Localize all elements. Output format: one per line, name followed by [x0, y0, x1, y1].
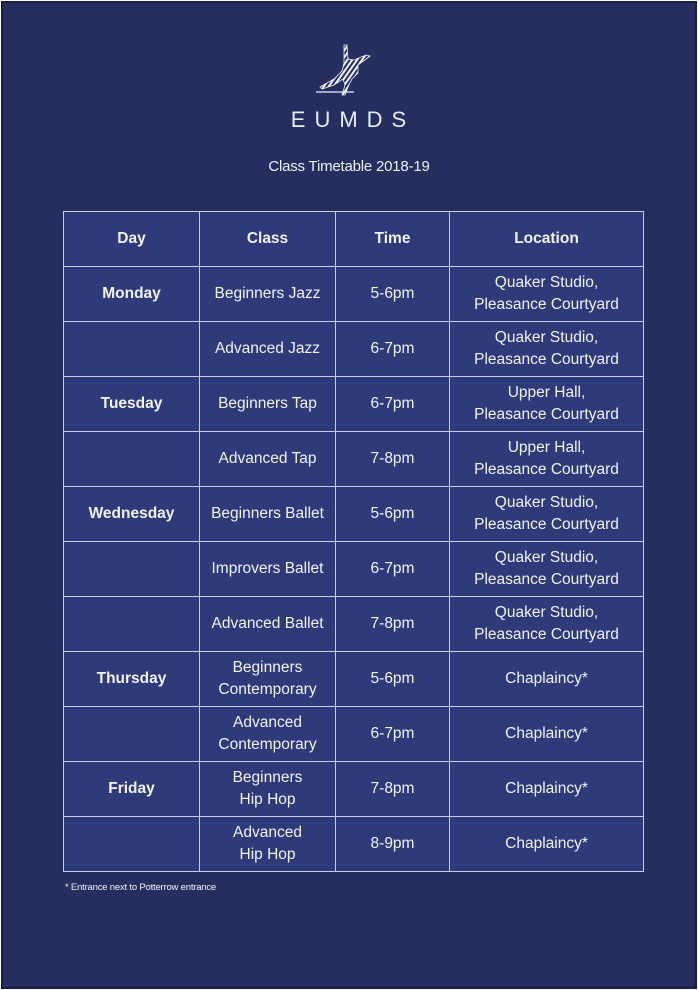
page-subtitle: Class Timetable 2018-19: [268, 158, 430, 175]
table-row: [64, 597, 644, 652]
table-row: [64, 707, 644, 762]
location-cell: [450, 817, 644, 872]
day-cell: Tuesday: [64, 377, 200, 432]
location-cell: [450, 377, 644, 432]
day-cell: Monday: [64, 267, 200, 322]
location-line: Quaker Studio,: [494, 329, 599, 346]
footnote: * Entrance next to Potterrow entrance: [65, 882, 217, 893]
class-name-line: Beginners: [232, 659, 303, 676]
class-name-line: Improvers Ballet: [211, 560, 324, 577]
class-name-line: Beginners Jazz: [214, 285, 321, 302]
column-header-time: Time: [336, 212, 450, 267]
class-cell: [200, 432, 336, 487]
class-cell: [200, 322, 336, 377]
class-name-line: Advanced: [233, 714, 302, 731]
table-header-row: [64, 212, 644, 267]
class-name-line: Advanced Ballet: [211, 615, 324, 632]
location-line: Pleasance Courtyard: [474, 296, 619, 313]
dancer-logo-icon: [314, 43, 384, 99]
class-name-line: Beginners: [232, 769, 303, 786]
table-row: [64, 762, 644, 817]
time-cell: 7-8pm: [336, 762, 450, 817]
table-row: [64, 487, 644, 542]
location-line: Chaplaincy*: [505, 835, 588, 852]
class-cell: [200, 817, 336, 872]
location-cell: [450, 542, 644, 597]
class-cell: [200, 762, 336, 817]
class-name-line: Hip Hop: [239, 846, 296, 863]
time-cell: 6-7pm: [336, 542, 450, 597]
location-cell: [450, 597, 644, 652]
time-cell: 6-7pm: [336, 322, 450, 377]
location-line: Pleasance Courtyard: [474, 571, 619, 588]
location-line: Pleasance Courtyard: [474, 406, 619, 423]
table-row: [64, 322, 644, 377]
location-line: Pleasance Courtyard: [474, 351, 619, 368]
class-timetable: [63, 211, 644, 872]
day-cell: [64, 322, 200, 377]
class-cell: [200, 542, 336, 597]
time-cell: 8-9pm: [336, 817, 450, 872]
location-line: Chaplaincy*: [505, 670, 588, 687]
time-cell: 6-7pm: [336, 377, 450, 432]
location-cell: [450, 432, 644, 487]
location-cell: [450, 762, 644, 817]
location-cell: [450, 652, 644, 707]
table-row: [64, 432, 644, 487]
class-cell: [200, 707, 336, 762]
column-header-location: Location: [450, 212, 644, 267]
location-line: Upper Hall,: [507, 439, 586, 456]
table-row: [64, 267, 644, 322]
class-name-line: Hip Hop: [239, 791, 296, 808]
class-name-line: Beginners Tap: [218, 395, 317, 412]
day-cell: Thursday: [64, 652, 200, 707]
table-row: [64, 652, 644, 707]
time-cell: 7-8pm: [336, 597, 450, 652]
day-cell: Friday: [64, 762, 200, 817]
timetable-poster: [1, 1, 697, 989]
day-cell: [64, 432, 200, 487]
day-cell: Wednesday: [64, 487, 200, 542]
location-line: Pleasance Courtyard: [474, 626, 619, 643]
location-line: Chaplaincy*: [505, 780, 588, 797]
time-cell: 5-6pm: [336, 652, 450, 707]
class-name-line: Contemporary: [218, 681, 317, 698]
class-name-line: Advanced: [233, 824, 302, 841]
location-line: Quaker Studio,: [494, 274, 599, 291]
class-cell: [200, 597, 336, 652]
location-line: Quaker Studio,: [494, 549, 599, 566]
time-cell: 5-6pm: [336, 267, 450, 322]
day-cell: [64, 707, 200, 762]
class-cell: [200, 487, 336, 542]
location-cell: [450, 707, 644, 762]
class-name-line: Advanced Tap: [218, 450, 317, 467]
class-name-line: Contemporary: [218, 736, 317, 753]
location-cell: [450, 322, 644, 377]
day-cell: [64, 597, 200, 652]
time-cell: 7-8pm: [336, 432, 450, 487]
table-row: [64, 542, 644, 597]
time-cell: 5-6pm: [336, 487, 450, 542]
location-line: Pleasance Courtyard: [474, 516, 619, 533]
column-header-class: Class: [200, 212, 336, 267]
table-body: [64, 267, 644, 872]
location-cell: [450, 487, 644, 542]
location-line: Upper Hall,: [507, 384, 586, 401]
table-row: [64, 817, 644, 872]
location-cell: [450, 267, 644, 322]
location-line: Quaker Studio,: [494, 604, 599, 621]
day-cell: [64, 542, 200, 597]
class-name-line: Advanced Jazz: [214, 340, 321, 357]
column-header-day: Day: [64, 212, 200, 267]
class-cell: [200, 267, 336, 322]
class-cell: [200, 377, 336, 432]
class-cell: [200, 652, 336, 707]
time-cell: 6-7pm: [336, 707, 450, 762]
class-name-line: Beginners Ballet: [211, 505, 324, 522]
location-line: Quaker Studio,: [494, 494, 599, 511]
table-row: [64, 377, 644, 432]
location-line: Pleasance Courtyard: [474, 461, 619, 478]
brand-name: EUMDS: [290, 107, 416, 132]
location-line: Chaplaincy*: [505, 725, 588, 742]
day-cell: [64, 817, 200, 872]
